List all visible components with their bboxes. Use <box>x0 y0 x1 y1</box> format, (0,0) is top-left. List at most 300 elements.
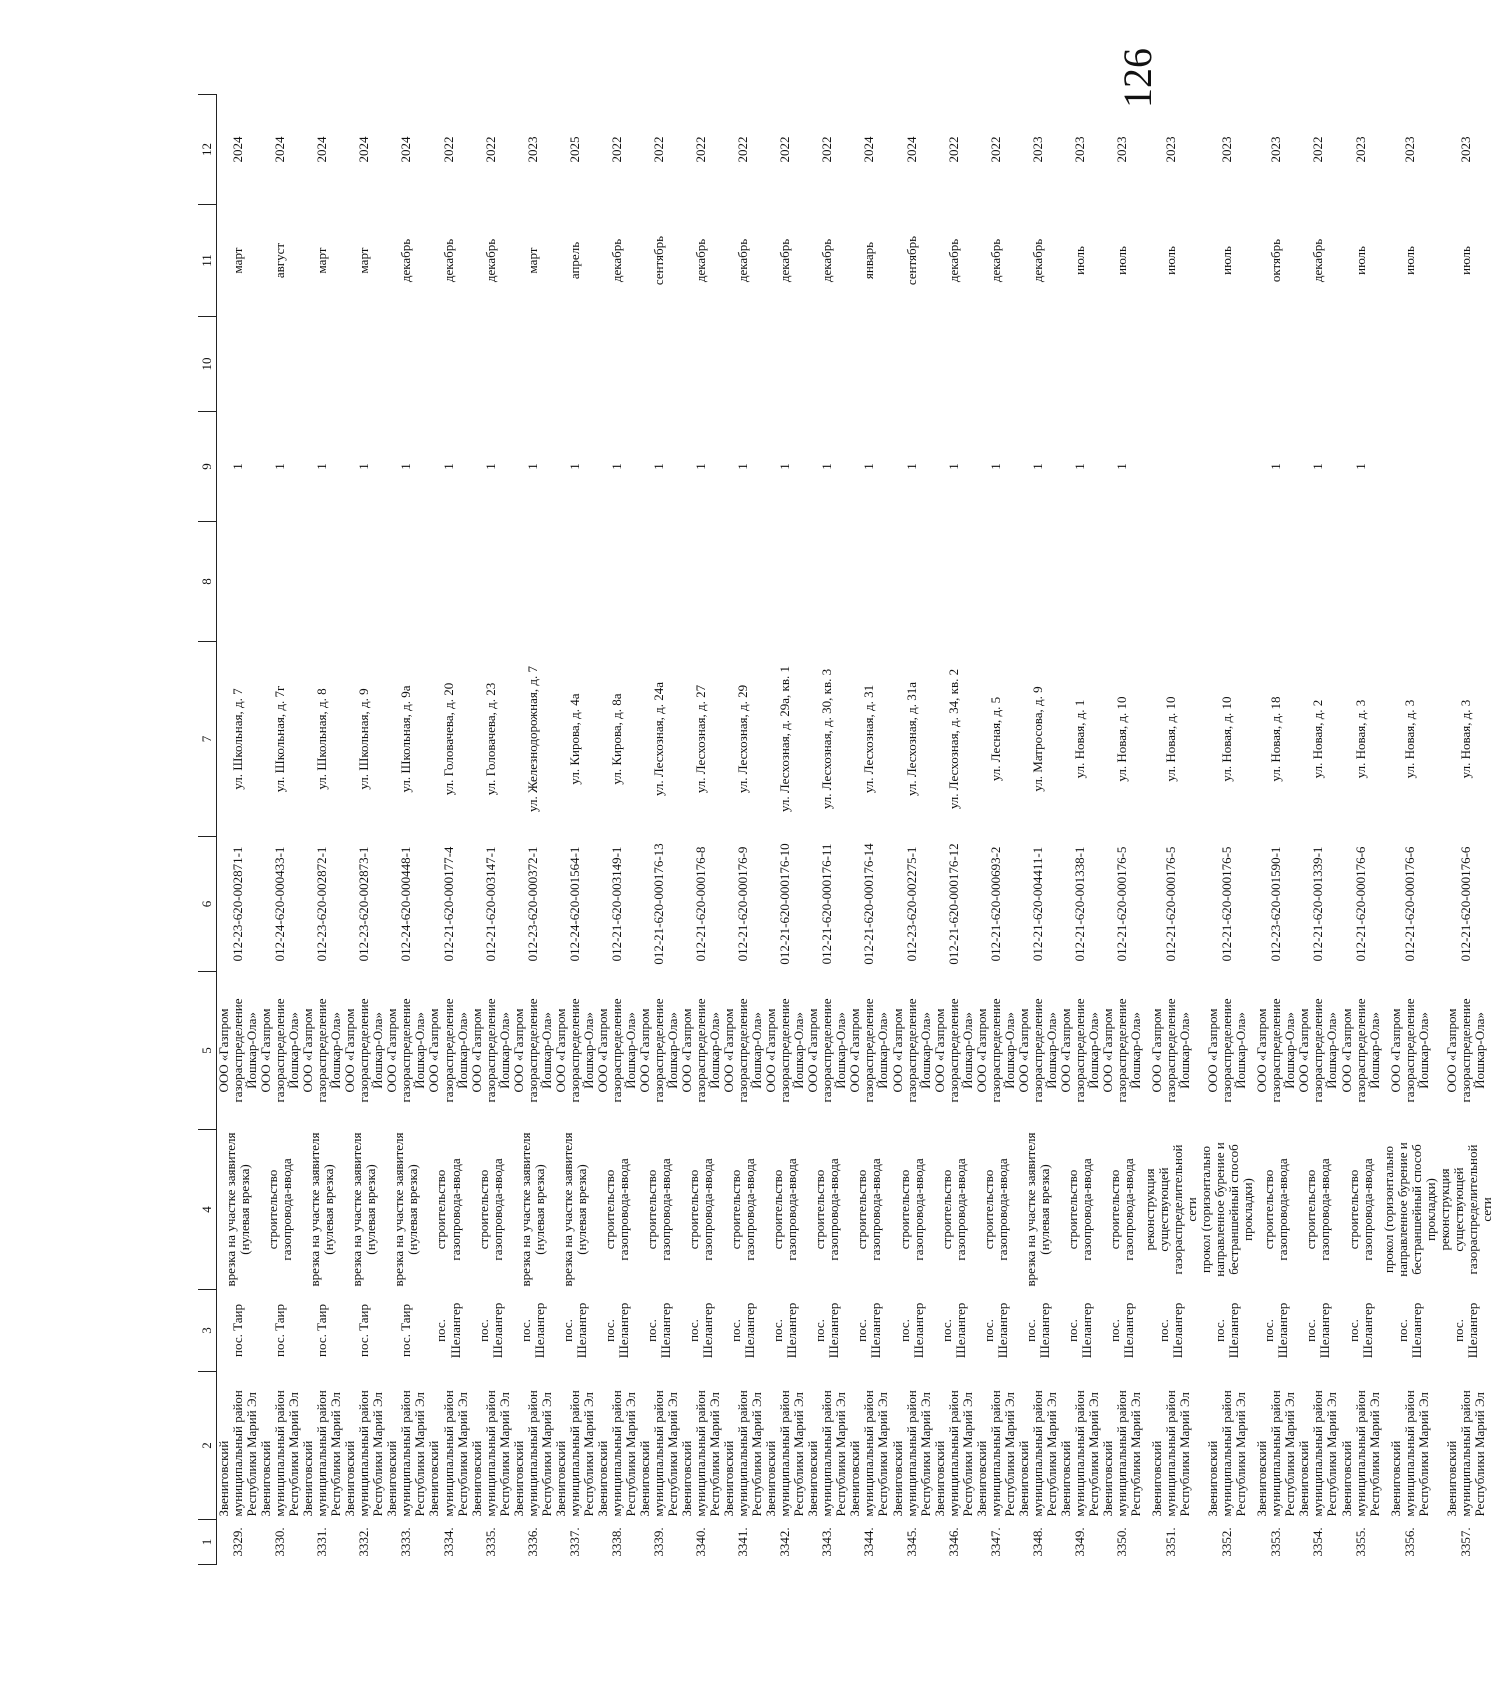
column-header-4: 4 <box>198 1130 217 1290</box>
cell-col-10 <box>301 317 343 412</box>
cell-quantity: 1 <box>987 463 1003 470</box>
table-row <box>217 95 260 1565</box>
cell-year: 2023 <box>1029 136 1045 163</box>
cell-settlement: пос. Шелангер <box>1022 1302 1052 1359</box>
cell-month: сентябрь <box>903 235 919 286</box>
cell-year: 2023 <box>1352 136 1368 163</box>
cell-year: 2024 <box>272 136 288 163</box>
cell-quantity: 1 <box>1352 463 1368 470</box>
cell-work-type: строительство газопровода-ввода <box>728 1158 758 1261</box>
cell-month: сентябрь <box>650 235 666 286</box>
cell-work-type: строительство газопровода-ввода <box>265 1158 295 1261</box>
cell-year: 2022 <box>693 136 709 163</box>
cell-settlement: пос. Шелангер <box>433 1302 463 1359</box>
cell-application-number: 012-21-620-000176-5 <box>1114 846 1129 962</box>
cell-quantity: 1 <box>861 463 877 470</box>
cell-month: декабрь <box>819 238 835 283</box>
cell-district: Звениговский муниципальный район Республики Марий Эл <box>468 1390 512 1517</box>
cell-district: Звениговский муниципальный район Республики Марий Эл <box>510 1390 554 1517</box>
cell-address: ул. Кирова, д. 4а <box>566 693 582 785</box>
cell-organization: ООО «Газпром газораспределение Йошкар-Ола» <box>1296 998 1340 1103</box>
cell-quantity: 1 <box>1071 463 1087 470</box>
cell-month: март <box>356 247 372 274</box>
cell-quantity: 1 <box>903 463 919 470</box>
cell-settlement: пос. Шелангер <box>475 1302 505 1359</box>
cell-application-number: 012-21-620-000177-4 <box>440 846 456 962</box>
cell-district: Звениговский муниципальный район Республики Марий Эл <box>552 1390 596 1517</box>
header-row <box>198 95 217 1565</box>
cell-district: Звениговский муниципальный район Республики Марий Эл <box>973 1390 1017 1517</box>
cell-settlement: пос. Шелангер <box>1345 1302 1375 1359</box>
cell-application-number: 012-24-620-000433-1 <box>272 846 288 962</box>
cell-col-8 <box>1340 522 1382 642</box>
cell-application-number: 012-21-620-000693-2 <box>987 846 1003 962</box>
cell-quantity: 1 <box>608 463 624 470</box>
cell-row-number: 3339. <box>650 1527 666 1557</box>
cell-organization: ООО «Газпром газораспределение Йошкар-Ола» <box>1149 998 1193 1103</box>
cell-month: март <box>314 247 330 274</box>
cell-col-10 <box>1059 317 1101 412</box>
cell-organization: ООО «Газпром газораспределение Йошкар-Ола» <box>1443 998 1487 1103</box>
cell-application-number: 012-21-620-000176-10 <box>777 843 793 965</box>
cell-organization: ООО «Газпром газораспределение Йошкар-Ола» <box>805 998 849 1103</box>
cell-application-number: 012-21-620-003147-1 <box>482 846 498 962</box>
cell-work-type: строительство газопровода-ввода <box>433 1158 463 1261</box>
cell-row-number: 3347. <box>987 1527 1003 1557</box>
cell-month: декабрь <box>1029 238 1045 283</box>
cell-month: декабрь <box>440 238 456 283</box>
cell-col-10 <box>680 317 722 412</box>
cell-settlement: пос. Шелангер <box>896 1302 926 1359</box>
cell-quantity: 1 <box>230 463 246 470</box>
cell-year: 2024 <box>903 136 919 163</box>
table-row <box>975 95 1017 1565</box>
cell-settlement: пос. Таир <box>356 1304 372 1357</box>
column-header-10: 10 <box>198 317 217 412</box>
table-row <box>722 95 764 1565</box>
cell-address: ул. Новая, д. 10 <box>1219 696 1235 782</box>
cell-district: Звениговский муниципальный район Республики Марий Эл <box>216 1390 260 1517</box>
column-header-2: 2 <box>198 1372 217 1520</box>
cell-organization: ООО «Газпром газораспределение Йошкар-Ола» <box>594 998 638 1103</box>
cell-settlement: пос. Шелангер <box>1106 1302 1137 1359</box>
column-header-8: 8 <box>198 522 217 642</box>
cell-settlement: пос. Шелангер <box>643 1302 673 1359</box>
cell-work-type: строительство газопровода-ввода <box>896 1158 926 1261</box>
cell-month: декабрь <box>735 238 751 283</box>
cell-work-type: прокол (горизонтально направленное бурение и бестраншейный способ прокладки) <box>1380 1142 1438 1277</box>
cell-quantity: 1 <box>356 463 372 470</box>
cell-year: 2023 <box>1401 136 1417 163</box>
cell-address: ул. Новая, д. 3 <box>1457 699 1473 779</box>
column-header-6: 6 <box>198 837 217 972</box>
cell-address: ул. Головачева, д. 23 <box>482 682 498 796</box>
cell-settlement: пос. Шелангер <box>1450 1302 1480 1359</box>
table-row <box>1438 95 1494 1565</box>
cell-address: ул. Лесхозная, д. 29 <box>735 684 751 794</box>
cell-address: ул. Школьная, д. 7г <box>272 685 288 793</box>
cell-year: 2023 <box>524 136 540 163</box>
cell-row-number: 3342. <box>777 1527 793 1557</box>
cell-address: ул. Лесхозная, д. 30, кв. 3 <box>819 668 835 810</box>
cell-row-number: 3356. <box>1401 1527 1417 1557</box>
cell-year: 2024 <box>398 136 414 163</box>
cell-district: Звениговский муниципальный район Республики Марий Эл <box>1015 1390 1059 1517</box>
column-header-9: 9 <box>198 412 217 522</box>
cell-quantity <box>1438 412 1494 522</box>
cell-settlement: пос. Шелангер <box>1156 1302 1186 1359</box>
cell-year: 2024 <box>356 136 372 163</box>
cell-row-number: 3357. <box>1457 1527 1473 1557</box>
column-header-1: 1 <box>198 1520 217 1565</box>
cell-application-number: 012-24-620-000448-1 <box>398 846 414 962</box>
cell-work-type: врезка на участке заявителя (нулевая врезка) <box>391 1132 421 1287</box>
cell-address: ул. Школьная, д. 9 <box>356 688 372 790</box>
cell-year: 2022 <box>1310 136 1326 163</box>
table-row <box>1297 95 1339 1565</box>
cell-district: Звениговский муниципальный район Республики Марий Эл <box>763 1390 807 1517</box>
cell-work-type: строительство газопровода-ввода <box>686 1158 716 1261</box>
cell-district: Звениговский муниципальный район Республики Марий Эл <box>1387 1390 1431 1517</box>
cell-month: декабрь <box>945 238 961 283</box>
cell-address: ул. Лесхозная, д. 31 <box>861 684 877 794</box>
cell-quantity: 1 <box>482 463 498 470</box>
cell-address: ул. Школьная, д. 7 <box>230 688 246 790</box>
cell-address: ул. Новая, д. 1 <box>1071 699 1087 779</box>
cell-month: декабрь <box>693 238 709 283</box>
cell-district: Звениговский муниципальный район Республики Марий Эл <box>805 1390 849 1517</box>
cell-col-10 <box>1017 317 1059 412</box>
cell-district: Звениговский муниципальный район Республики Марий Эл <box>300 1390 344 1517</box>
cell-organization: ООО «Газпром газораспределение Йошкар-Ола» <box>552 998 596 1103</box>
cell-quantity <box>1143 412 1199 522</box>
cell-district: Звениговский муниципальный район Республики Марий Эл <box>384 1390 428 1517</box>
cell-application-number: 012-21-620-000176-12 <box>945 843 961 965</box>
cell-row-number: 3336. <box>524 1527 540 1557</box>
cell-organization: ООО «Газпром газораспределение Йошкар-Ола» <box>1205 998 1249 1103</box>
table-row <box>512 95 554 1565</box>
cell-year: 2022 <box>650 136 666 163</box>
cell-settlement: пос. Шелангер <box>517 1302 547 1359</box>
cell-district: Звениговский муниципальный район Республики Марий Эл <box>1443 1390 1487 1517</box>
cell-col-8 <box>1255 522 1297 642</box>
cell-organization: ООО «Газпром газораспределение Йошкар-Ола» <box>973 998 1017 1103</box>
cell-month: июль <box>1457 246 1473 275</box>
cell-application-number: 012-21-620-000176-6 <box>1401 846 1417 962</box>
cell-application-number: 012-21-620-000176-8 <box>693 846 709 962</box>
cell-district: Звениговский муниципальный район Республики Марий Эл <box>258 1390 302 1517</box>
cell-month: декабрь <box>398 238 414 283</box>
cell-district: Звениговский муниципальный район Республики Марий Эл <box>1149 1390 1193 1517</box>
cell-quantity: 1 <box>566 463 582 470</box>
cell-work-type: строительство газопровода-ввода <box>601 1158 631 1261</box>
cell-organization: ООО «Газпром газораспределение Йошкар-Ола» <box>1057 998 1101 1103</box>
cell-district: Звениговский муниципальный район Республики Марий Эл <box>931 1390 975 1517</box>
cell-organization: ООО «Газпром газораспределение Йошкар-Ола» <box>384 998 428 1103</box>
cell-row-number: 3350. <box>1114 1527 1129 1557</box>
cell-year: 2022 <box>440 136 456 163</box>
cell-settlement: пос. Шелангер <box>728 1302 758 1359</box>
table-row <box>1101 95 1143 1565</box>
cell-application-number: 012-21-620-000176-6 <box>1457 846 1473 962</box>
cell-col-8 <box>1199 522 1255 642</box>
cell-organization: ООО «Газпром газораспределение Йошкар-Ола» <box>342 998 386 1103</box>
cell-organization: ООО «Газпром газораспределение Йошкар-Ола» <box>468 998 512 1103</box>
cell-row-number: 3349. <box>1071 1527 1087 1557</box>
cell-application-number: 012-24-620-001564-1 <box>566 846 582 962</box>
cell-col-10 <box>217 317 260 412</box>
cell-work-type: строительство газопровода-ввода <box>475 1158 505 1261</box>
cell-row-number: 3346. <box>945 1527 961 1557</box>
cell-col-10 <box>764 317 806 412</box>
cell-quantity: 1 <box>314 463 330 470</box>
cell-col-8 <box>596 522 638 642</box>
cell-year: 2022 <box>608 136 624 163</box>
table-row <box>470 95 512 1565</box>
table-row <box>1059 95 1101 1565</box>
cell-year: 2022 <box>819 136 835 163</box>
cell-row-number: 3334. <box>440 1527 456 1557</box>
cell-organization: ООО «Газпром газораспределение Йошкар-Ола» <box>636 998 680 1103</box>
cell-district: Звениговский муниципальный район Республики Марий Эл <box>889 1390 933 1517</box>
cell-address: ул. Новая, д. 18 <box>1268 696 1284 782</box>
cell-work-type: строительство газопровода-ввода <box>980 1158 1010 1261</box>
cell-month: апрель <box>566 241 582 280</box>
cell-organization: ООО «Газпром газораспределение Йошкар-Ола» <box>679 998 723 1103</box>
cell-year: 2025 <box>566 136 582 163</box>
cell-work-type: строительство газопровода-ввода <box>1064 1158 1094 1261</box>
cell-settlement: пос. Таир <box>230 1304 246 1357</box>
cell-organization: ООО «Газпром газораспределение Йошкар-Ола» <box>931 998 975 1103</box>
cell-year: 2024 <box>861 136 877 163</box>
cell-quantity: 1 <box>524 463 540 470</box>
cell-quantity: 1 <box>1029 463 1045 470</box>
page-number: 126 <box>1115 48 1160 108</box>
cell-application-number: 012-21-620-004411-1 <box>1029 846 1045 962</box>
cell-col-8 <box>806 522 848 642</box>
cell-row-number: 3330. <box>272 1527 288 1557</box>
cell-year: 2023 <box>1114 136 1129 163</box>
cell-row-number: 3343. <box>819 1527 835 1557</box>
cell-month: июль <box>1219 246 1235 275</box>
cell-settlement: пос. Шелангер <box>1303 1302 1333 1359</box>
cell-work-type: прокол (горизонтально направленное бурение и бестраншейный способ прокладки) <box>1198 1142 1256 1277</box>
table-row <box>638 95 680 1565</box>
cell-col-8 <box>1101 522 1143 642</box>
cell-organization: ООО «Газпром газораспределение Йошкар-Ола» <box>847 998 891 1103</box>
column-header-11: 11 <box>198 205 217 317</box>
cell-row-number: 3345. <box>903 1527 919 1557</box>
table-row <box>1340 95 1382 1565</box>
cell-year: 2024 <box>314 136 330 163</box>
cell-organization: ООО «Газпром газораспределение Йошкар-Ола» <box>1254 998 1298 1103</box>
cell-col-10 <box>1101 317 1143 412</box>
cell-organization: ООО «Газпром газораспределение Йошкар-Ола» <box>1387 998 1431 1103</box>
cell-address: ул. Лесхозная, д. 24а <box>650 681 666 797</box>
cell-organization: ООО «Газпром газораспределение Йошкар-Ола» <box>763 998 807 1103</box>
cell-col-8 <box>427 522 469 642</box>
cell-work-type: строительство газопровода-ввода <box>1261 1158 1291 1261</box>
column-header-12: 12 <box>198 95 217 205</box>
column-header-7: 7 <box>198 642 217 837</box>
cell-district: Звениговский муниципальный район Республики Марий Эл <box>1296 1390 1340 1517</box>
cell-district: Звениговский муниципальный район Республики Марий Эл <box>679 1390 723 1517</box>
cell-work-type: строительство газопровода-ввода <box>1106 1158 1137 1261</box>
cell-work-type: реконструкция существующей газораспределительной сети <box>1142 1144 1200 1275</box>
cell-address: ул. Новая, д. 10 <box>1114 696 1129 782</box>
cell-col-8 <box>764 522 806 642</box>
cell-row-number: 3335. <box>482 1527 498 1557</box>
table-row <box>806 95 848 1565</box>
cell-col-10 <box>891 317 933 412</box>
cell-work-type: врезка на участке заявителя (нулевая врезка) <box>559 1132 589 1287</box>
cell-address: ул. Лесхозная, д. 27 <box>693 684 709 794</box>
cell-col-8 <box>680 522 722 642</box>
cell-col-10 <box>554 317 596 412</box>
cell-application-number: 012-23-620-000372-1 <box>524 846 540 962</box>
table-row <box>848 95 890 1565</box>
cell-application-number: 012-21-620-000176-11 <box>819 843 835 965</box>
cell-settlement: пос. Шелангер <box>686 1302 716 1359</box>
cell-month: август <box>272 242 288 279</box>
cell-month: март <box>230 247 246 274</box>
table-row <box>259 95 301 1565</box>
cell-settlement: пос. Шелангер <box>980 1302 1010 1359</box>
cell-settlement: пос. Шелангер <box>1261 1302 1291 1359</box>
cell-work-type: строительство газопровода-ввода <box>854 1158 884 1261</box>
cell-col-10 <box>722 317 764 412</box>
cell-district: Звениговский муниципальный район Республики Марий Эл <box>426 1390 470 1517</box>
cell-col-10 <box>343 317 385 412</box>
cell-organization: ООО «Газпром газораспределение Йошкар-Ола» <box>721 998 765 1103</box>
cell-application-number: 012-21-620-000176-6 <box>1352 846 1368 962</box>
cell-quantity <box>1199 412 1255 522</box>
table-row <box>1255 95 1297 1565</box>
cell-year: 2022 <box>735 136 751 163</box>
cell-month: октябрь <box>1268 238 1284 283</box>
cell-district: Звениговский муниципальный район Республики Марий Эл <box>1099 1390 1144 1517</box>
cell-col-8 <box>1438 522 1494 642</box>
cell-organization: ООО «Газпром газораспределение Йошкар-Ола» <box>510 998 554 1103</box>
cell-application-number: 012-21-620-000176-14 <box>861 843 877 965</box>
cell-settlement: пос. Таир <box>314 1304 330 1357</box>
cell-address: ул. Школьная, д. 8 <box>314 688 330 790</box>
cell-settlement: пос. Шелангер <box>938 1302 968 1359</box>
cell-application-number: 012-23-620-002275-1 <box>903 846 919 962</box>
cell-col-10 <box>259 317 301 412</box>
cell-col-10 <box>385 317 427 412</box>
cell-work-type: врезка на участке заявителя (нулевая врезка) <box>1022 1132 1052 1287</box>
cell-address: ул. Железнодорожная, д. 7 <box>524 666 540 812</box>
cell-col-8 <box>512 522 554 642</box>
cell-year: 2024 <box>230 136 246 163</box>
cell-col-10 <box>806 317 848 412</box>
cell-col-8 <box>385 522 427 642</box>
cell-address: ул. Лесхозная, д. 29а, кв. 1 <box>777 665 793 813</box>
cell-address: ул. Новая, д. 2 <box>1310 699 1326 779</box>
cell-address: ул. Лесная, д. 5 <box>987 696 1003 782</box>
cell-district: Звениговский муниципальный район Республики Марий Эл <box>847 1390 891 1517</box>
cell-year: 2023 <box>1163 136 1179 163</box>
cell-month: декабрь <box>608 238 624 283</box>
cell-month: июль <box>1163 246 1179 275</box>
cell-col-8 <box>343 522 385 642</box>
column-header-5: 5 <box>198 972 217 1130</box>
table-row <box>1017 95 1059 1565</box>
cell-col-8 <box>217 522 260 642</box>
cell-row-number: 3340. <box>693 1527 709 1557</box>
cell-quantity: 1 <box>1310 463 1326 470</box>
cell-col-8 <box>554 522 596 642</box>
cell-row-number: 3352. <box>1219 1527 1235 1557</box>
cell-address: ул. Новая, д. 3 <box>1401 699 1417 779</box>
cell-work-type: врезка на участке заявителя (нулевая врезка) <box>223 1132 253 1287</box>
cell-application-number: 012-23-620-002871-1 <box>230 846 246 962</box>
cell-col-8 <box>1382 522 1438 642</box>
cell-organization: ООО «Газпром газораспределение Йошкар-Ола» <box>1099 998 1144 1103</box>
cell-col-10 <box>512 317 554 412</box>
cell-application-number: 012-21-620-001338-1 <box>1071 846 1087 962</box>
cell-row-number: 3351. <box>1163 1527 1179 1557</box>
cell-district: Звениговский муниципальный район Республики Марий Эл <box>636 1390 680 1517</box>
cell-col-10 <box>596 317 638 412</box>
cell-organization: ООО «Газпром газораспределение Йошкар-Ола» <box>1338 998 1382 1103</box>
cell-year: 2022 <box>945 136 961 163</box>
cell-col-10 <box>1297 317 1339 412</box>
cell-district: Звениговский муниципальный район Республики Марий Эл <box>1057 1390 1101 1517</box>
cell-organization: ООО «Газпром газораспределение Йошкар-Ола» <box>258 998 302 1103</box>
cell-quantity: 1 <box>650 463 666 470</box>
cell-col-10 <box>1438 317 1494 412</box>
cell-col-8 <box>1059 522 1101 642</box>
cell-settlement: пос. Шелангер <box>1064 1302 1094 1359</box>
table-row <box>1143 95 1199 1565</box>
cell-col-10 <box>1143 317 1199 412</box>
cell-work-type: строительство газопровода-ввода <box>1345 1158 1375 1261</box>
cell-work-type: врезка на участке заявителя (нулевая врезка) <box>349 1132 379 1287</box>
cell-work-type: врезка на участке заявителя (нулевая врезка) <box>307 1132 337 1287</box>
cell-quantity: 1 <box>1268 463 1284 470</box>
cell-organization: ООО «Газпром газораспределение Йошкар-Ола» <box>1015 998 1059 1103</box>
cell-year: 2022 <box>777 136 793 163</box>
cell-application-number: 012-21-620-001339-1 <box>1310 846 1326 962</box>
cell-work-type: строительство газопровода-ввода <box>643 1158 673 1261</box>
cell-month: март <box>524 247 540 274</box>
cell-application-number: 012-21-620-000176-5 <box>1163 846 1179 962</box>
cell-application-number: 012-21-620-000176-5 <box>1219 846 1235 962</box>
cell-col-8 <box>259 522 301 642</box>
cell-work-type: строительство газопровода-ввода <box>938 1158 968 1261</box>
cell-month: июль <box>1401 246 1417 275</box>
cell-row-number: 3337. <box>566 1527 582 1557</box>
table-row <box>1199 95 1255 1565</box>
cell-quantity: 1 <box>945 463 961 470</box>
cell-year: 2022 <box>987 136 1003 163</box>
cell-district: Звениговский муниципальный район Республики Марий Эл <box>594 1390 638 1517</box>
cell-quantity: 1 <box>693 463 709 470</box>
cell-col-10 <box>975 317 1017 412</box>
cell-col-10 <box>638 317 680 412</box>
cell-col-10 <box>1199 317 1255 412</box>
cell-col-10 <box>1255 317 1297 412</box>
table-row <box>301 95 343 1565</box>
cell-month: декабрь <box>482 238 498 283</box>
cell-work-type: строительство газопровода-ввода <box>770 1158 800 1261</box>
cell-settlement: пос. Шелангер <box>812 1302 842 1359</box>
cell-settlement: пос. Шелангер <box>1394 1302 1424 1359</box>
cell-col-8 <box>848 522 890 642</box>
cell-row-number: 3353. <box>1268 1527 1284 1557</box>
